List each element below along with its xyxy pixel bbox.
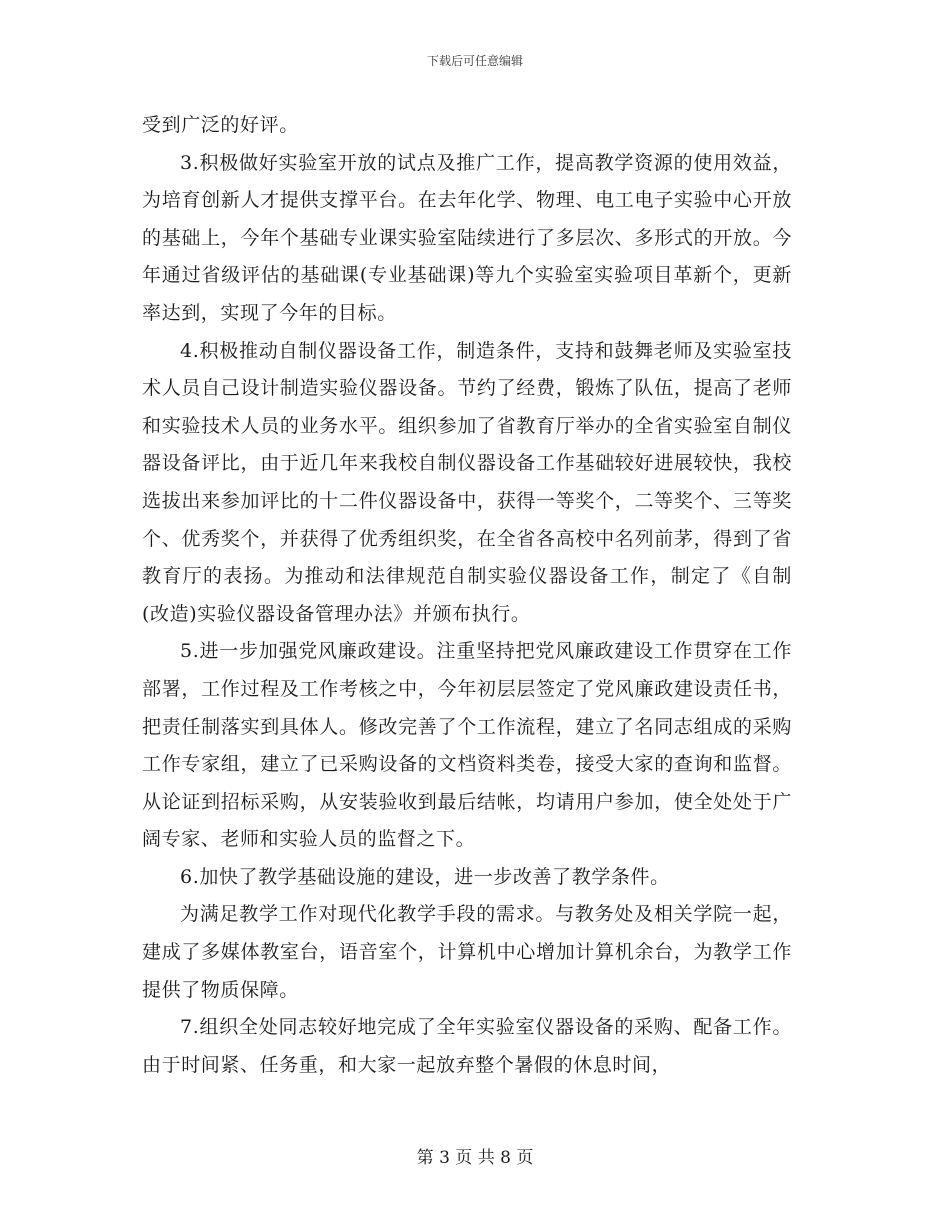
- document-body: [142, 107, 792, 1084]
- paragraph-item-7: 7.组织全处同志较好地完成了全年实验室仪器设备的采购、配备工作。由于时间紧、任务重，和大家一起放弃整个暑假的休息时间，: [142, 1016, 792, 1076]
- paragraph-item-4: 4.积极推动自制仪器设备工作，制造条件，支持和鼓舞老师及实验室技术人员自己设计制造实验仪器设备。节约了经费，锻炼了队伍，提高了老师和实验技术人员的业务水平。组织参加了省教育厅举办的全省实验室自制仪器设备评比，由于近几年来我校自制仪器设备工作基础较好进展较快，我校选拔出来参加评比的十二件仪器设备中，获得一等奖个，二等奖个、三等奖个、优秀奖个，并获得了优秀组织奖，在全省各高校中名列前茅，得到了省教育厅的表扬。为推动和法律规范自制实验仪器设备工作，制定了《自制(改造)实验仪器设备管理办法》并颁布执行。: [142, 339, 792, 625]
- paragraph-item-3: 3.积极做好实验室开放的试点及推广工作，提高教学资源的使用效益，为培育创新人才提供支撑平台。在去年化学、物理、电工电子实验中心开放的基础上，今年个基础专业课实验室陆续进行了多层次、多形式的开放。今年通过省级评估的基础课(专业基础课)等九个实验室实验项目革新个，更新率达到，实现了今年的目标。: [142, 151, 792, 324]
- paragraph-item-5: 5.进一步加强党风廉政建设。注重坚持把党风廉政建设工作贯穿在工作部署，工作过程及工作考核之中，今年初层层签定了党风廉政建设责任书，把责任制落实到具体人。修改完善了个工作流程，建立了名同志组成的采购工作专家组，建立了已采购设备的文档资料类卷，接受大家的查询和监督。从论证到招标采购，从安装验收到最后结帐，均请用户参加，使全处处于广阔专家、老师和实验人员的监督之下。: [142, 640, 792, 851]
- paragraph-continuation: 受到广泛的好评。: [142, 114, 299, 136]
- paragraph-item-6: 6.加快了教学基础设施的建设，进一步改善了教学条件。: [180, 865, 670, 888]
- page-number-footer: 第 3 页 共 8 页: [416, 1148, 534, 1168]
- paragraph-item-6-detail: 为满足教学工作对现代化教学手段的需求。与教务处及相关学院一起，建成了多媒体教室台，语音室个，计算机中心增加计算机余台，为教学工作提供了物质保障。: [142, 903, 792, 1001]
- page-header: 下载后可任意编辑: [426, 54, 523, 68]
